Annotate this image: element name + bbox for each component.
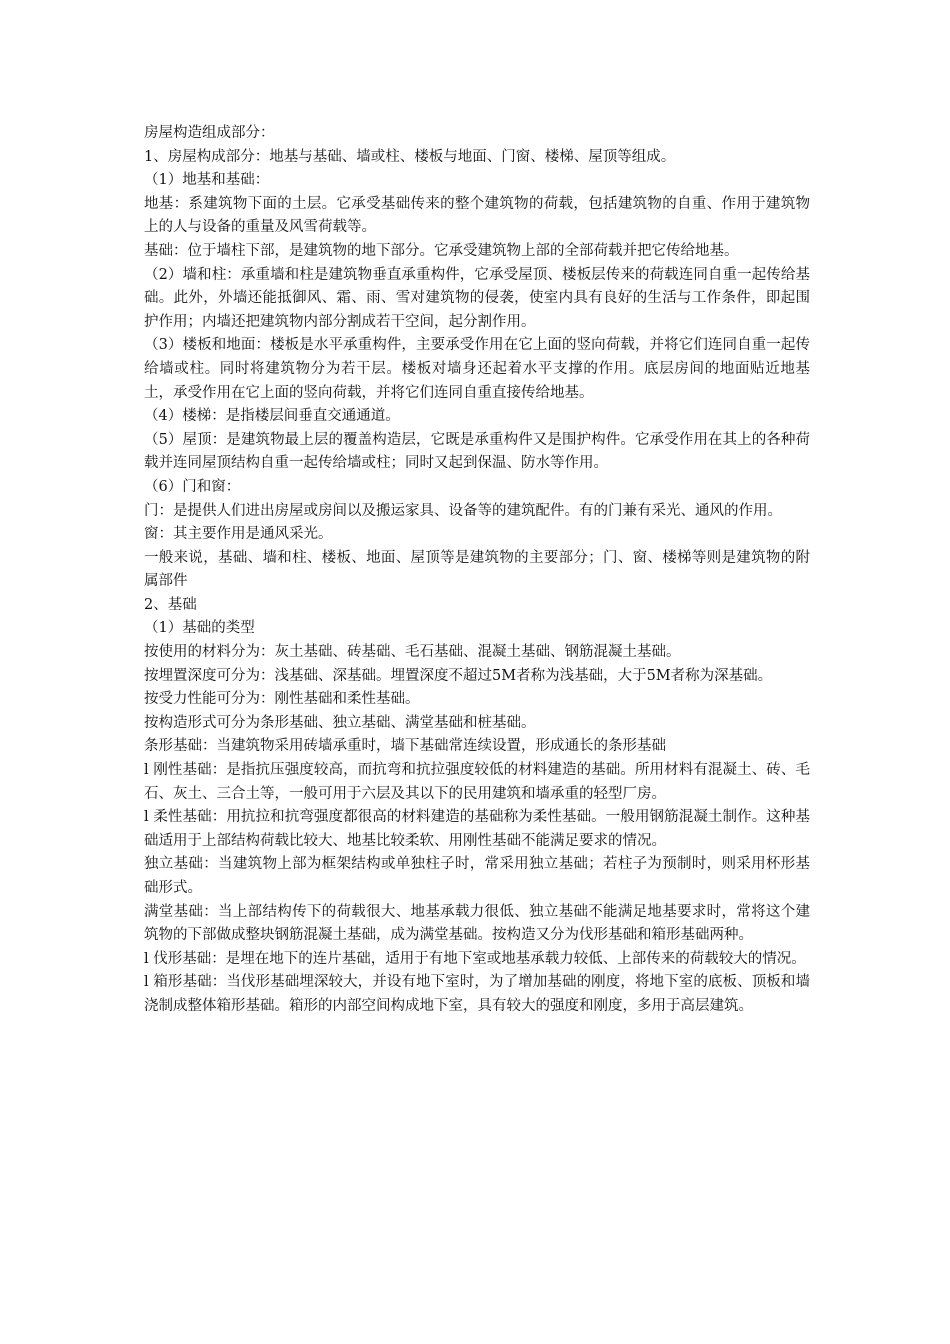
paragraph-windows: 窗：其主要作用是通风采光。 xyxy=(144,526,333,543)
subsection-foundation-title: （1）地基和基础： xyxy=(144,172,270,189)
paragraph-mat-foundation: 满堂基础：当上部结构传下的荷载很大、地基承载力很低、独立基础不能满足地基要求时，常将这个建筑物的下部做成整块钢筋混凝土基础，成为满堂基础。按构造又分为伐形基础和箱形基础两种。 xyxy=(144,903,810,944)
paragraph-subsoil: 地基：系建筑物下面的土层。它承受基础传来的整个建筑物的荷载，包括建筑物的自重、作用于建筑物上的人与设备的重量及风雪荷载等。 xyxy=(144,195,810,236)
paragraph-rigid-foundation: l 刚性基础：是指抗压强度较高，而抗弯和抗拉强度较低的材料建造的基础。所用材料有混凝土、砖、毛石、灰土、三合土等，一般可用于六层及其以下的民用建筑和墙承重的轻型厂房。 xyxy=(144,762,810,802)
paragraph-roof: （5）屋顶：是建筑物最上层的覆盖构造层，它既是承重构件又是围护构件。它承受作用在其上的各种荷载并连同屋顶结构自重一起传给墙或柱；同时又起到保温、防水等作用。 xyxy=(144,431,810,472)
document-body xyxy=(144,122,810,1019)
paragraph-by-material: 按使用的材料分为：灰土基础、砖基础、毛石基础、混凝土基础、钢筋混凝土基础。 xyxy=(144,644,681,661)
paragraph-by-load-behavior: 按受力性能可分为：刚性基础和柔性基础。 xyxy=(144,691,420,708)
paragraph-floors: （3）楼板和地面：楼板是水平承重构件，主要承受作用在它上面的竖向荷载，并将它们连同自重一起传给墙或柱。同时将建筑物分为若干层。楼板对墙身还起着水平支撑的作用。底层房间的地面贴近地基土，承受作用在它上面的竖向荷载，并将它们连同自重直接传给地基。 xyxy=(144,337,810,401)
paragraph-box-foundation: l 箱形基础：当伐形基础埋深较大，并设有地下室时，为了增加基础的刚度，将地下室的底板、顶板和墙浇制成整体箱形基础。箱形的内部空间构成地下室，具有较大的强度和刚度，多用于高层建筑。 xyxy=(144,974,810,1014)
paragraph-foundation: 基础：位于墙柱下部，是建筑物的地下部分。它承受建筑物上部的全部荷载并把它传给地基。 xyxy=(144,242,739,259)
paragraph-raft-foundation: l 伐形基础：是埋在地下的连片基础，适用于有地下室或地基承载力较低、上部传来的荷载较大的情况。 xyxy=(144,950,806,967)
paragraph-summary: 一般来说，基础、墙和柱、楼板、地面、屋顶等是建筑物的主要部分；门、窗、楼梯等则是建筑物的附属部件 xyxy=(144,549,810,590)
document-heading: 房屋构造组成部分： xyxy=(144,125,275,141)
paragraph-by-form: 按构造形式可分为条形基础、独立基础、满堂基础和桩基础。 xyxy=(144,714,536,731)
paragraph-doors: 门：是提供人们进出房屋或房间以及搬运家具、设备等的建筑配件。有的门兼有采光、通风的作用。 xyxy=(144,502,782,519)
subsection-doors-windows-title: （6）门和窗： xyxy=(144,478,241,495)
section-2-title: 2、基础 xyxy=(144,596,197,613)
paragraph-by-depth: 按埋置深度可分为：浅基础、深基础。埋置深度不超过5M者称为浅基础，大于5M者称为深基础。 xyxy=(144,667,773,684)
paragraph-walls-columns: （2）墙和柱：承重墙和柱是建筑物垂直承重构件，它承受屋顶、楼板层传来的荷载连同自重一起传给基础。此外，外墙还能抵御风、霜、雨、雪对建筑物的侵袭，使室内具有良好的生活与工作条件，即起围护作用；内墙还把建筑物内部分割成若干空间，起分割作用。 xyxy=(144,266,810,330)
paragraph-isolated-foundation: 独立基础：当建筑物上部为框架结构或单独柱子时，常采用独立基础；若柱子为预制时，则采用杯形基础形式。 xyxy=(144,856,810,896)
section-1-title: 1、房屋构成部分：地基与基础、墙或柱、楼板与地面、门窗、楼梯、屋顶等组成。 xyxy=(144,148,676,165)
subsection-foundation-types-title: （1）基础的类型 xyxy=(144,620,255,637)
paragraph-flexible-foundation: l 柔性基础：用抗拉和抗弯强度都很高的材料建造的基础称为柔性基础。一般用钢筋混凝土制作。这种基础适用于上部结构荷载比较大、地基比较柔软、用刚性基础不能满足要求的情况。 xyxy=(144,809,810,849)
paragraph-stairs: （4）楼梯：是指楼层间垂直交通通道。 xyxy=(144,408,400,425)
paragraph-strip-foundation: 条形基础：当建筑物采用砖墙承重时，墙下基础常连续设置，形成通长的条形基础 xyxy=(144,738,666,755)
